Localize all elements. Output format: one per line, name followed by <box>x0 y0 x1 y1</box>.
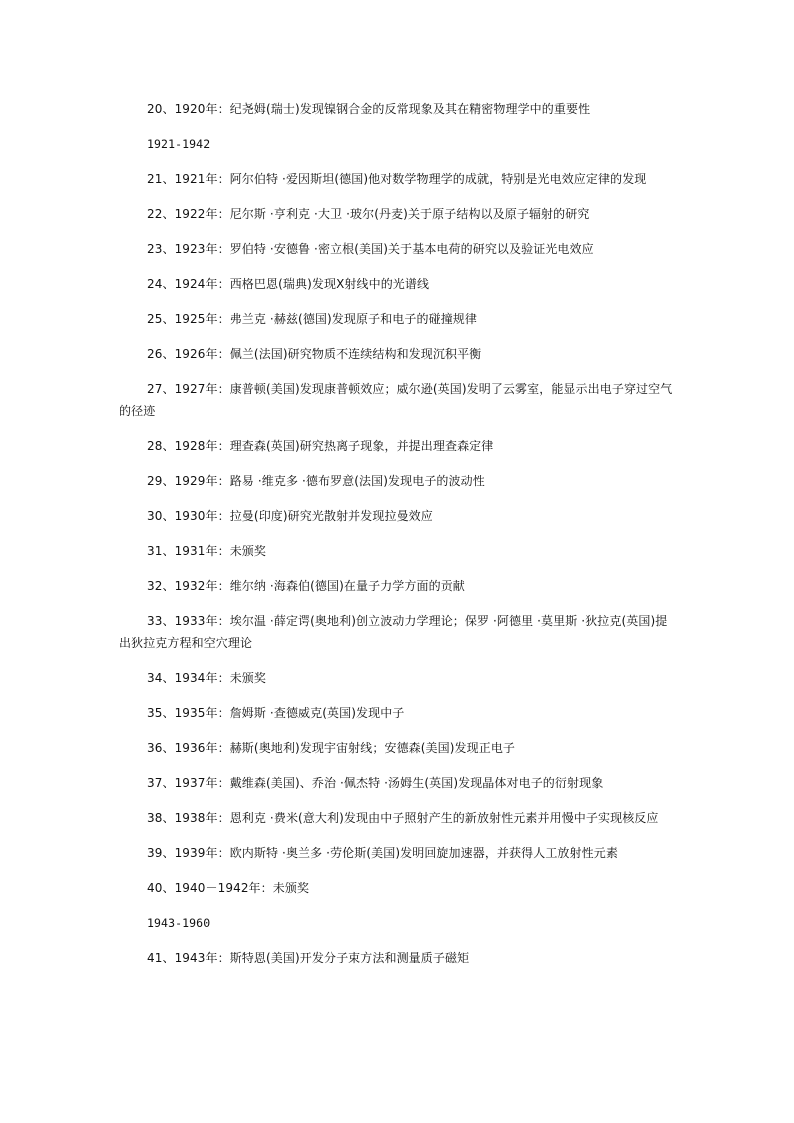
entry-1938: 38、1938年：恩利克 ·费米(意大利)发现由中子照射产生的新放射性元素并用慢中子实现核反应 <box>147 811 659 825</box>
section-heading-1943-1960: 1943-1960 <box>147 916 211 930</box>
entry-1936: 36、1936年：赫斯(奥地利)发现宇宙射线；安德森(美国)发现正电子 <box>147 741 516 755</box>
entry-1937: 37、1937年：戴维森(美国)、乔治 ·佩杰特 ·汤姆生(英国)发现晶体对电子的衍射现象 <box>147 776 604 790</box>
entry-1931: 31、1931年：未颁奖 <box>147 544 267 558</box>
entry-1934: 34、1934年：未颁奖 <box>147 671 267 685</box>
entry-1927: 27、1927年：康普顿(美国)发现康普顿效应；威尔逊(英国)发明了云雾室，能显示出电子穿过空气的径迹 <box>119 382 673 418</box>
entry-1940-1942: 40、1940－1942年：未颁奖 <box>147 881 310 895</box>
entry-1925: 25、1925年：弗兰克 ·赫兹(德国)发现原子和电子的碰撞规律 <box>147 312 478 326</box>
entry-1921: 21、1921年：阿尔伯特 ·爱因斯坦(德国)他对数学物理学的成就，特别是光电效应定律的发现 <box>147 172 647 186</box>
entry-1932: 32、1932年：维尔纳 ·海森伯(德国)在量子力学方面的贡献 <box>147 579 465 593</box>
entry-1930: 30、1930年：拉曼(印度)研究光散射并发现拉曼效应 <box>147 509 433 523</box>
entry-1928: 28、1928年：理查森(英国)研究热离子现象，并提出理查森定律 <box>147 439 494 453</box>
entry-1920: 20、1920年：纪尧姆(瑞士)发现镍钢合金的反常现象及其在精密物理学中的重要性 <box>147 102 591 116</box>
entry-1943: 41、1943年：斯特恩(美国)开发分子束方法和测量质子磁矩 <box>147 951 470 965</box>
entry-1922: 22、1922年：尼尔斯 ·亨利克 ·大卫 ·玻尔(丹麦)关于原子结构以及原子辐射的研究 <box>147 207 590 221</box>
document-body <box>119 98 675 982</box>
entry-1939: 39、1939年：欧内斯特 ·奥兰多 ·劳伦斯(美国)发明回旋加速器，并获得人工放射性元素 <box>147 846 618 860</box>
section-heading-1921-1942: 1921-1942 <box>147 137 211 151</box>
entry-1923: 23、1923年：罗伯特 ·安德鲁 ·密立根(美国)关于基本电荷的研究以及验证光电效应 <box>147 242 594 256</box>
entry-1924: 24、1924年：西格巴恩(瑞典)发现X射线中的光谱线 <box>147 277 430 291</box>
entry-1933: 33、1933年：埃尔温 ·薛定谔(奥地利)创立波动力学理论；保罗 ·阿德里 ·莫里斯 ·狄拉克(英国)提出狄拉克方程和空穴理论 <box>119 614 668 650</box>
entry-1926: 26、1926年：佩兰(法国)研究物质不连续结构和发现沉积平衡 <box>147 347 482 361</box>
entry-1929: 29、1929年：路易 ·维克多 ·德布罗意(法国)发现电子的波动性 <box>147 474 485 488</box>
entry-1935: 35、1935年：詹姆斯 ·查德威克(英国)发现中子 <box>147 706 405 720</box>
